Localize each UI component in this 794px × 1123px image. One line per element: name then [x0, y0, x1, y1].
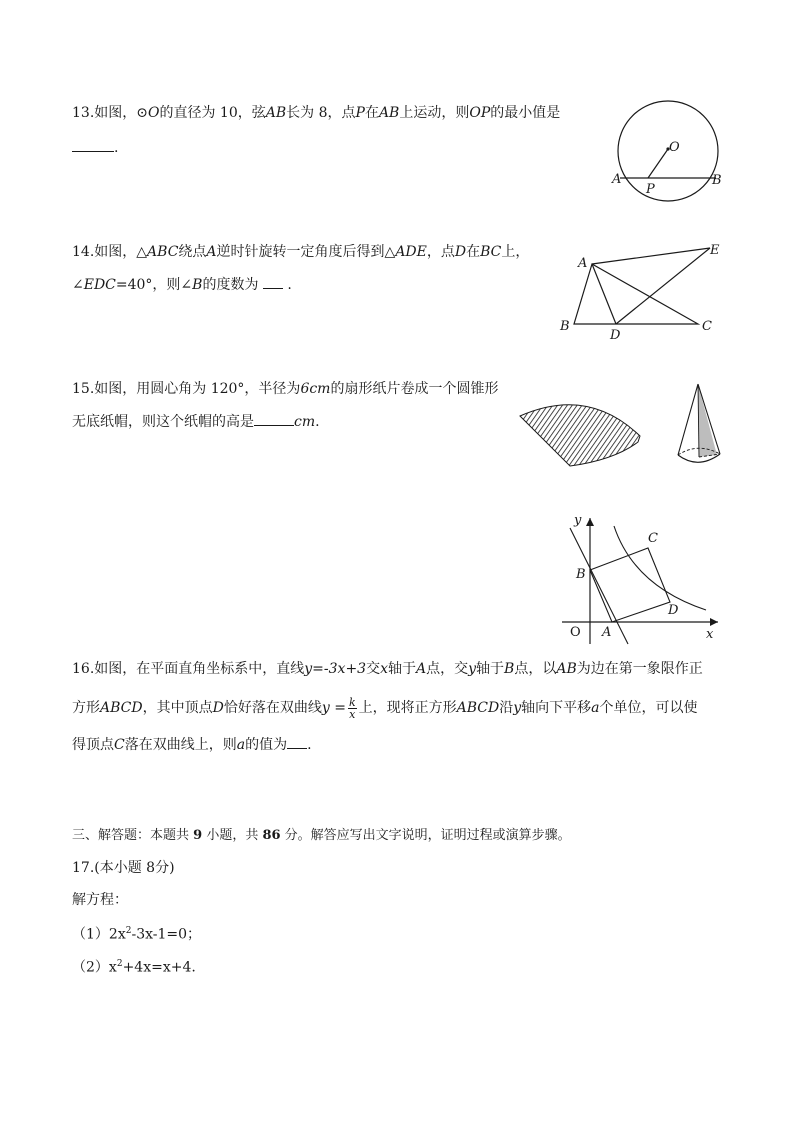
- q16-fraction-k-over-x: $\frac{k}{x}$: [348, 695, 356, 721]
- q14-label-E: E: [710, 243, 720, 258]
- q13-answer-blank[interactable]: [72, 137, 114, 152]
- q14-label-D: D: [610, 328, 621, 343]
- q17-title: 17.(本小题 8分): [72, 860, 175, 876]
- q16-label-C: C: [648, 531, 658, 546]
- q13-label-A: A: [612, 172, 622, 187]
- q17-part2: $(2)x^2+4x=x+4$.: [72, 959, 196, 976]
- q15-answer-blank[interactable]: [254, 411, 294, 426]
- q16-label-y: y: [574, 513, 582, 528]
- q16-line2: 方形ABCD，其中顶点D恰好落在双曲线y = $\frac{k}{x}$ 上，现将正方形ABCD沿y轴向下平移a个单位，可以使: [72, 695, 698, 721]
- q13-circle-figure: [608, 96, 728, 208]
- q13-line2: .: [72, 137, 118, 158]
- q13-line1: 13.如图，⊙O的直径为 10，弦AB长为 8，点P在AB上运动，则OP的最小值是: [72, 105, 561, 121]
- q16-label-A: A: [602, 625, 612, 640]
- q14-label-B: B: [560, 319, 570, 334]
- q16-label-x: x: [706, 627, 714, 642]
- q16-label-O: O: [570, 625, 581, 640]
- q13-label-P: P: [646, 182, 655, 197]
- q16-answer-blank[interactable]: [287, 734, 307, 749]
- q16-label-B: B: [576, 567, 586, 582]
- q15-line2: 无底纸帽，则这个纸帽的高是 cm.: [72, 411, 320, 432]
- q13-label-B: B: [712, 173, 722, 188]
- q14-answer-blank[interactable]: [263, 274, 283, 289]
- q13-label-O: O: [669, 140, 680, 155]
- q16-line3: 得顶点C落在双曲线上，则a的值为 .: [72, 734, 312, 755]
- q16-label-D: D: [668, 603, 679, 618]
- q16-line1: 16.如图，在平面直角坐标系中，直线y=-3x+3交x轴于A点，交y轴于B点，以AB为边在第一象限作正: [72, 661, 703, 677]
- q17-prompt: 解方程：: [72, 892, 128, 908]
- q14-line2: ∠EDC=40°，则∠B的度数为 .: [72, 274, 292, 295]
- q14-label-C: C: [702, 319, 712, 334]
- q14-line1: 14.如图，△ABC绕点A逆时针旋转一定角度后得到△ADE，点D在BC上，: [72, 244, 530, 260]
- section3-heading: 三、解答题：本题共 9 小题，共 86 分。解答应写出文字说明，证明过程或演算步骤。: [72, 828, 571, 843]
- q15-line1: 15.如图，用圆心角为 120°，半径为6cm的扇形纸片卷成一个圆锥形: [72, 381, 499, 397]
- q17-part1: $(1)2x^2-3x-1=0$；: [72, 926, 202, 943]
- q14-label-A: A: [578, 256, 588, 271]
- q15-sector-figure: [514, 390, 644, 472]
- q16-coordinate-figure: [556, 508, 726, 648]
- q14-triangle-figure: [552, 236, 732, 344]
- q15-cone-figure: [668, 380, 734, 472]
